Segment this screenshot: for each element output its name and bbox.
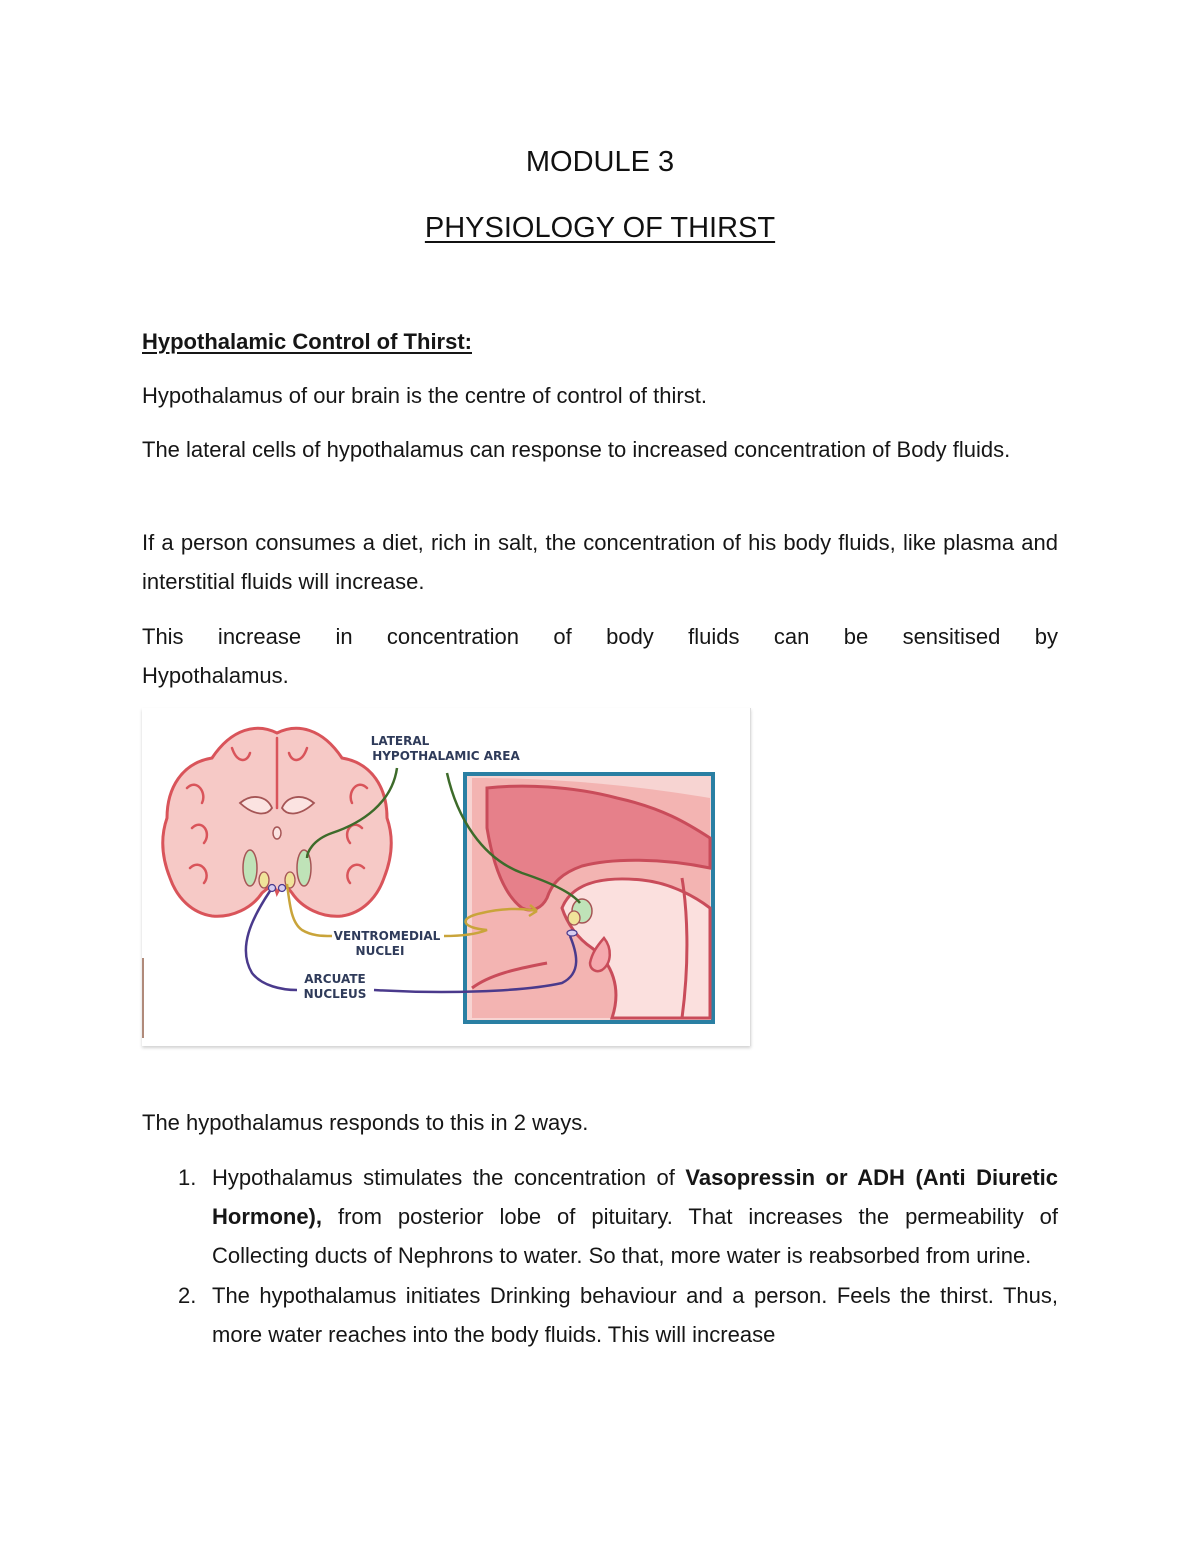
lateral-area-right xyxy=(297,850,311,886)
arcuate-left xyxy=(269,885,276,892)
ventromedial-left xyxy=(259,872,269,888)
sagittal-panel xyxy=(465,774,713,1022)
hypothalamus-diagram xyxy=(142,708,751,1046)
paragraph-4 xyxy=(142,617,1058,695)
label-ventromedial-line1: VENTROMEDIAL xyxy=(333,929,441,943)
page-title: PHYSIOLOGY OF THIRST xyxy=(424,212,776,244)
lateral-area-left xyxy=(243,850,257,886)
label-lateral-line1: LATERAL xyxy=(370,734,430,748)
paragraph-2: The lateral cells of hypothalamus can response to increased concentration of Body fluids. xyxy=(142,437,1011,462)
numbered-list xyxy=(142,1158,1058,1354)
arcuate-right xyxy=(279,885,286,892)
section-heading: Hypothalamic Control of Thirst: xyxy=(142,329,472,354)
list-item xyxy=(142,1158,1058,1275)
third-ventricle xyxy=(273,827,281,839)
list-number: 1. xyxy=(178,1165,197,1190)
hypothalamus-diagram-svg xyxy=(142,708,750,1046)
list-item xyxy=(142,1276,1058,1354)
list-item-text: Hypothalamus stimulates the concentration of xyxy=(212,1165,686,1190)
label-arcuate-line1: ARCUATE xyxy=(304,972,366,986)
list-item-text: The hypothalamus initiates Drinking behaviour and a person. Feels the thirst. Thus, more water reaches into the body fluids. This will increase xyxy=(212,1283,1058,1347)
label-ventromedial-line2: NUCLEI xyxy=(355,944,405,958)
paragraph-after-figure: The hypothalamus responds to this in 2 ways. xyxy=(142,1110,589,1135)
paragraph-1: Hypothalamus of our brain is the centre of control of thirst. xyxy=(142,383,707,408)
paragraph-4-line-2: Hypothalamus. xyxy=(142,663,289,688)
arcuate-sagittal xyxy=(567,930,577,936)
label-lateral-line2: HYPOTHALAMIC AREA xyxy=(372,749,520,763)
label-arcuate-line2: NUCLEUS xyxy=(303,987,367,1001)
module-title: MODULE 3 xyxy=(525,146,675,178)
paragraph-4-line-1: This increase in concentration of body fluids can be sensitised by xyxy=(142,624,1058,649)
list-number: 2. xyxy=(178,1283,197,1308)
list-item-bold-text: Vasopressin or ADH (Anti Diuretic Hormone), xyxy=(212,1165,1058,1229)
list-item-text-continued: from posterior lobe of pituitary. That increases the permeability of Collecting ducts of Nephrons to water. So that, more water is reabsorbed from urine. xyxy=(212,1204,1058,1268)
paragraph-3: If a person consumes a diet, rich in salt, the concentration of his body fluids, like plasma and interstitial fluids will increase. xyxy=(142,530,1058,594)
ventromedial-sagittal xyxy=(568,911,580,925)
